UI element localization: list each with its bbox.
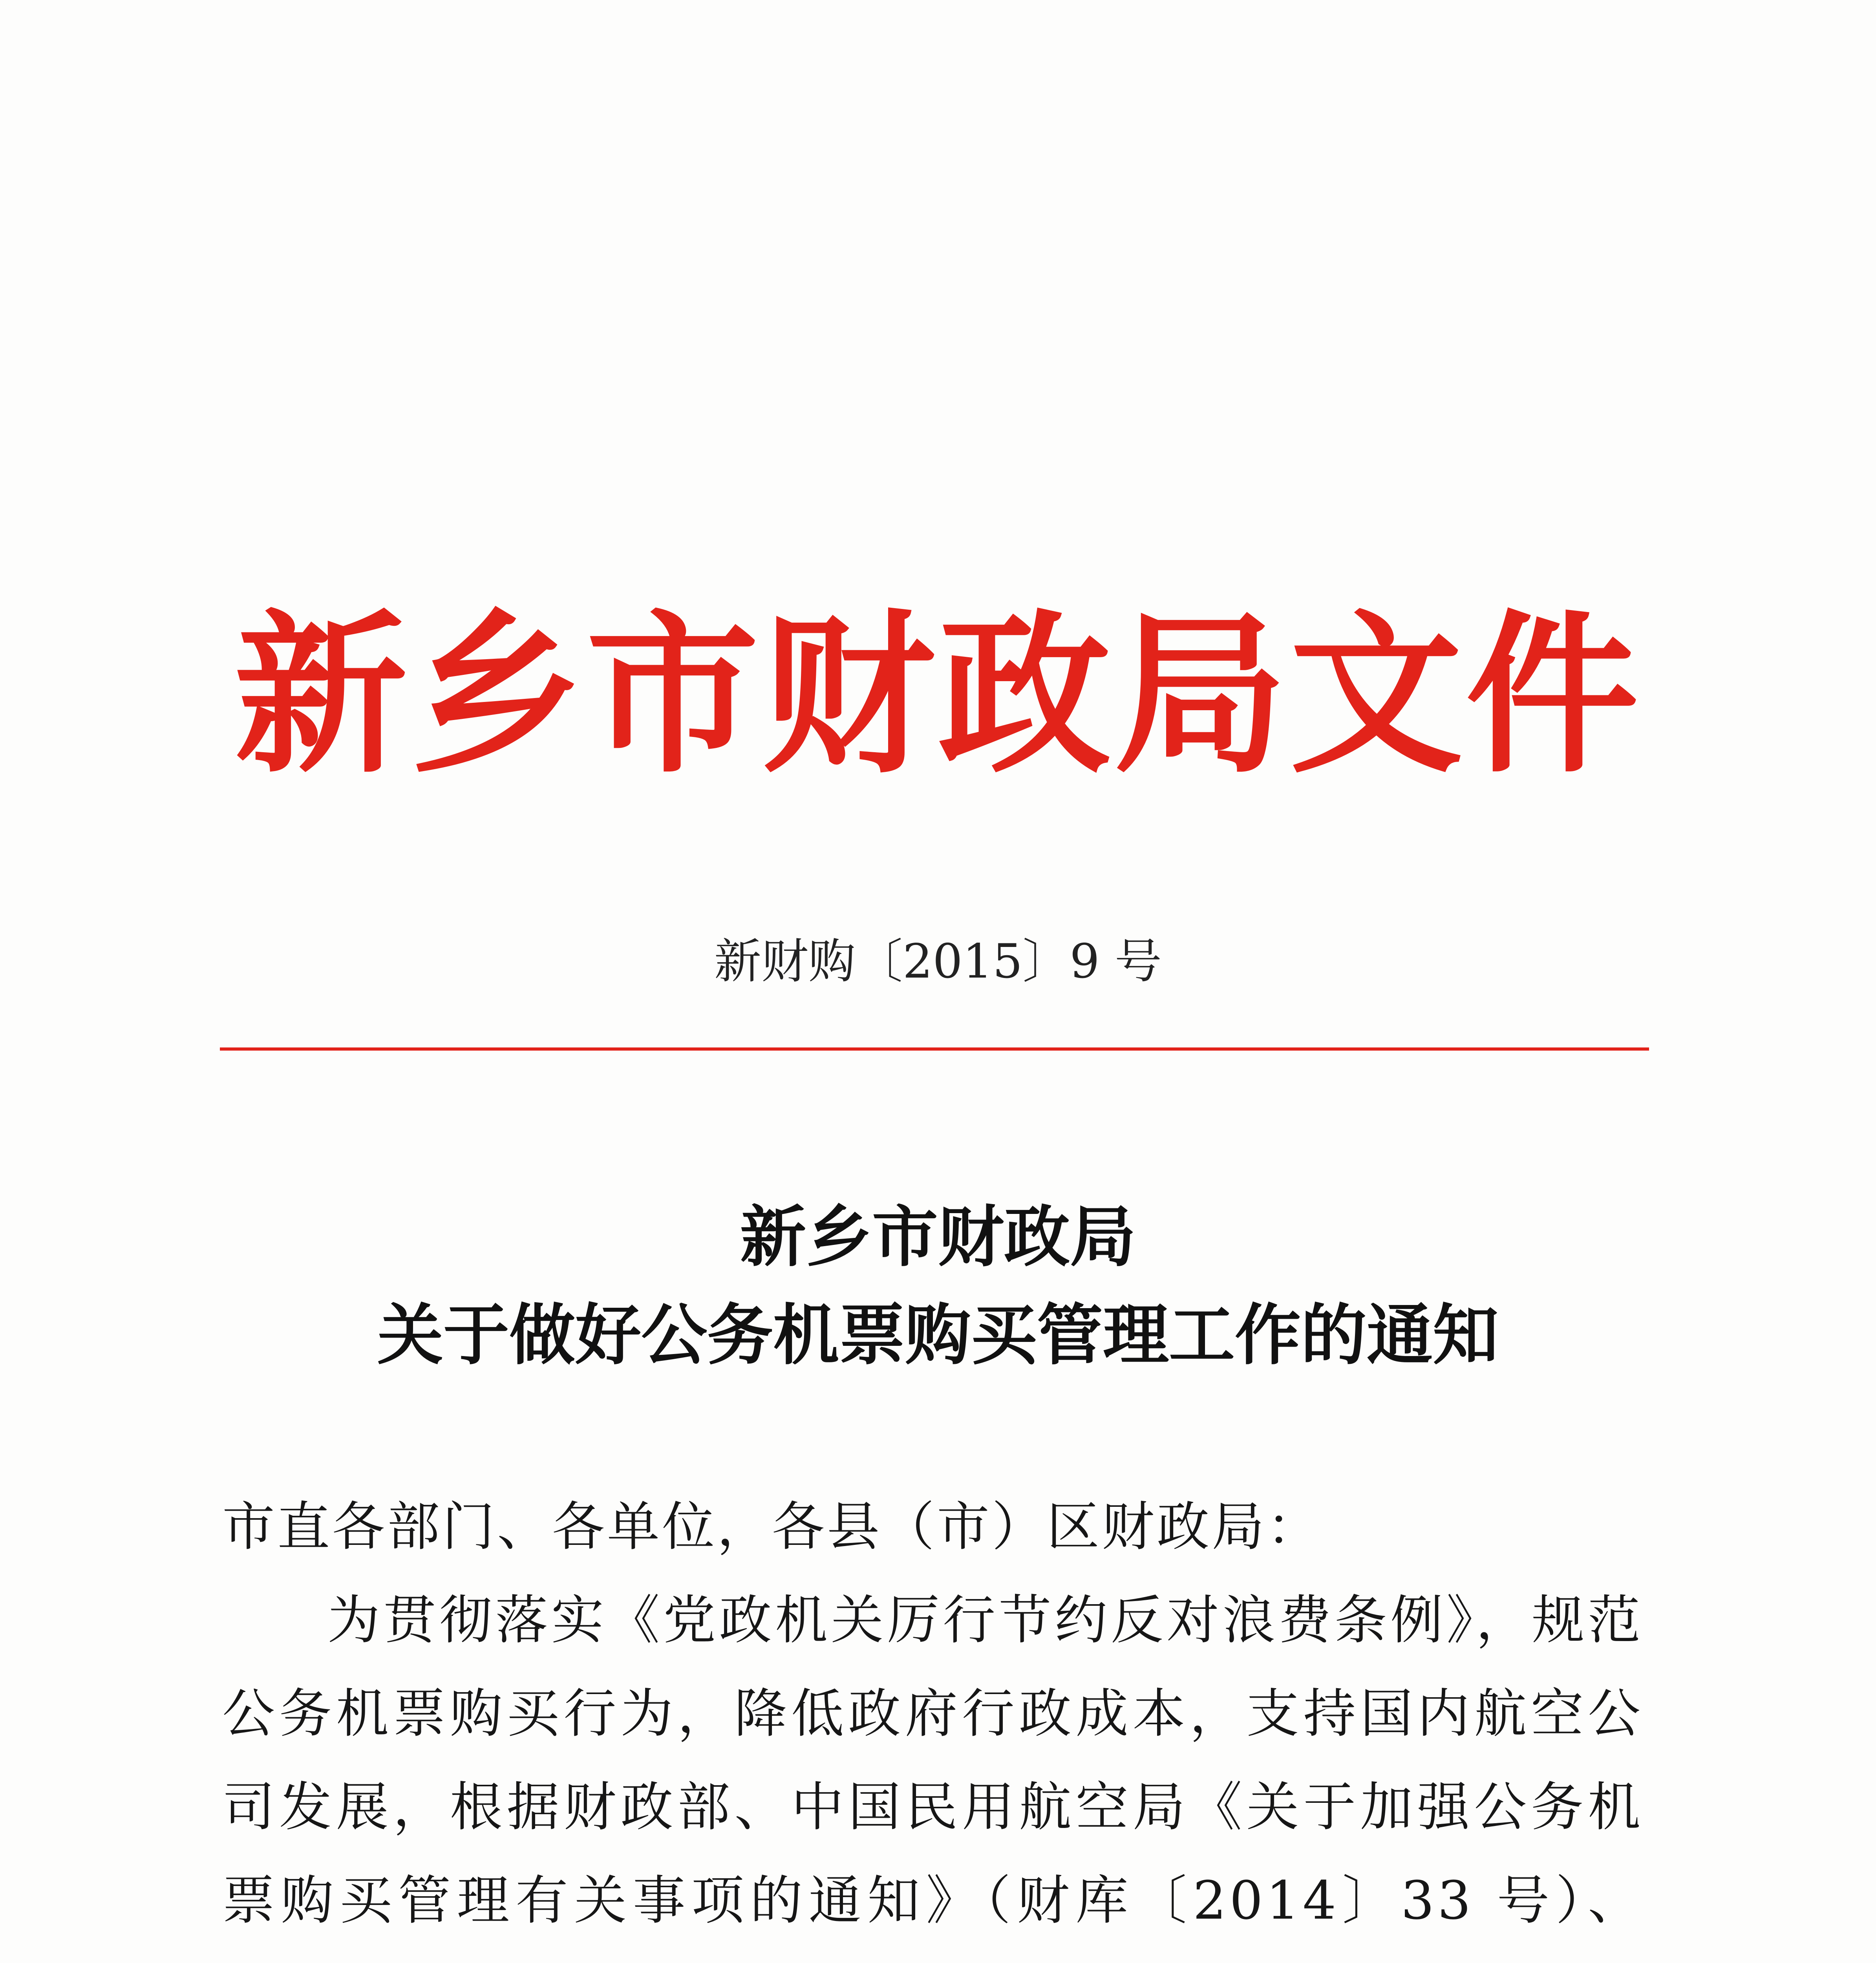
red-divider-line (220, 1047, 1649, 1051)
notice-body (222, 1480, 1644, 1963)
notice-title-line-1: 新乡市财政局 (740, 1198, 1136, 1276)
body-paragraph: 为贯彻落实《党政机关厉行节约反对浪费条例》，规范公务机票购买行为，降低政府行政成本，支持国内航空公司发展，根据财政部、中国民用航空局《关于加强公务机票购买管理有关事项的通知》（财库〔2014〕33 号）、 (222, 1590, 1644, 1931)
document-number: 新财购〔2015〕9 号 (714, 934, 1162, 989)
salutation: 市直各部门、各单位，各县（市）区财政局： (222, 1496, 1322, 1557)
masthead-title: 新乡市财政局文件 (234, 593, 1642, 796)
notice-title-line-2: 关于做好公务机票购买管理工作的通知 (377, 1296, 1499, 1374)
